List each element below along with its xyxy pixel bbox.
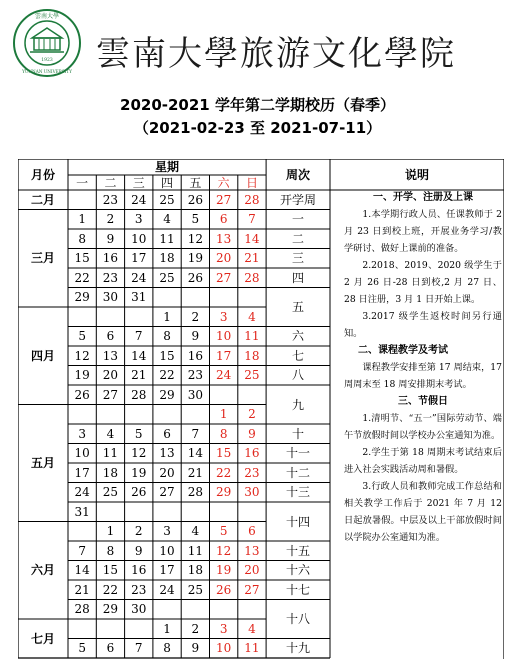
date-cell: 9 bbox=[134, 543, 143, 558]
date-cell: 10 bbox=[216, 329, 232, 344]
date-cell: 5 bbox=[219, 524, 228, 539]
date-cell: 17 bbox=[131, 251, 147, 266]
date-cell: 12 bbox=[74, 348, 90, 363]
weekday-header: 四 bbox=[161, 175, 174, 190]
notes-panel bbox=[344, 189, 502, 657]
logo-text-top: 雲南大學 bbox=[34, 13, 60, 20]
note-heading: 二、课程教学及考试 bbox=[358, 345, 448, 356]
date-cell: 29 bbox=[216, 485, 232, 500]
date-cell: 17 bbox=[216, 348, 232, 363]
date-cell: 29 bbox=[102, 602, 119, 617]
date-cell: 31 bbox=[131, 290, 147, 305]
month-label: 二月 bbox=[30, 192, 55, 207]
date-cell: 26 bbox=[131, 485, 147, 500]
week-number: 十一 bbox=[286, 446, 311, 461]
date-cell: 18 bbox=[102, 465, 119, 480]
date-cell: 30 bbox=[187, 387, 203, 402]
date-cell: 11 bbox=[102, 446, 119, 461]
date-cell: 24 bbox=[131, 192, 147, 207]
date-cell: 28 bbox=[244, 270, 260, 285]
date-cell: 5 bbox=[78, 329, 86, 344]
week-number: 六 bbox=[292, 329, 305, 344]
date-cell: 28 bbox=[74, 602, 90, 617]
date-cell: 4 bbox=[163, 212, 171, 227]
date-cell: 11 bbox=[159, 231, 175, 246]
date-cell: 14 bbox=[187, 446, 203, 461]
date-cell: 20 bbox=[216, 251, 232, 266]
university-logo bbox=[12, 8, 82, 78]
date-cell: 30 bbox=[131, 602, 147, 617]
date-cell: 8 bbox=[219, 426, 228, 441]
month-label: 六月 bbox=[30, 563, 55, 578]
header bbox=[0, 0, 515, 82]
date-cell: 20 bbox=[159, 465, 175, 480]
week-number: 八 bbox=[292, 368, 305, 383]
date-cell: 12 bbox=[131, 446, 147, 461]
month-label: 五月 bbox=[30, 456, 55, 470]
weekday-header: 日 bbox=[245, 175, 258, 190]
date-cell: 15 bbox=[159, 348, 175, 363]
note-paragraph: 3.行政人员和教师完成工作总结和相关教学工作后于 2021 年 7 月 12 日起放暑假。中层及以上干部放假时间以学院办公室通知为准。 bbox=[344, 481, 502, 543]
date-cell: 16 bbox=[102, 251, 119, 266]
week-number: 一 bbox=[292, 212, 305, 227]
date-cell: 23 bbox=[102, 270, 119, 285]
date-cell: 3 bbox=[163, 524, 171, 539]
weekday-header: 六 bbox=[217, 175, 230, 190]
week-number: 十八 bbox=[286, 612, 311, 626]
date-cell: 22 bbox=[102, 582, 119, 597]
date-cell: 4 bbox=[248, 309, 256, 324]
weekday-group-header: 星期 bbox=[155, 160, 180, 174]
date-cell: 5 bbox=[191, 212, 200, 227]
date-cell: 27 bbox=[216, 192, 232, 207]
page-subtitle: （2021-02-23 至 2021-07-11） bbox=[133, 119, 382, 137]
week-number: 开学周 bbox=[280, 192, 317, 207]
date-cell: 5 bbox=[134, 426, 143, 441]
date-cell: 22 bbox=[159, 368, 175, 383]
date-cell: 16 bbox=[131, 563, 147, 578]
date-cell: 11 bbox=[187, 543, 203, 558]
date-cell: 25 bbox=[187, 582, 203, 597]
date-cell: 5 bbox=[78, 641, 86, 656]
month-column-header: 月份 bbox=[30, 167, 55, 182]
date-cell: 6 bbox=[106, 329, 115, 344]
date-cell: 28 bbox=[187, 485, 203, 500]
date-cell: 21 bbox=[244, 251, 260, 266]
date-cell: 17 bbox=[74, 465, 90, 480]
date-cell: 10 bbox=[131, 231, 147, 246]
date-cell: 13 bbox=[102, 348, 119, 363]
date-cell: 8 bbox=[106, 543, 115, 558]
date-cell: 7 bbox=[248, 212, 256, 227]
date-cell: 24 bbox=[131, 270, 147, 285]
week-number: 十二 bbox=[286, 465, 311, 480]
date-cell: 10 bbox=[216, 641, 232, 656]
date-cell: 30 bbox=[244, 485, 260, 500]
page-title: 2020-2021 学年第二学期校历（春季） bbox=[120, 96, 395, 114]
date-cell: 15 bbox=[74, 251, 90, 266]
date-cell: 3 bbox=[219, 309, 228, 324]
week-number: 十五 bbox=[286, 543, 311, 558]
date-cell: 2 bbox=[191, 621, 200, 636]
week-number-header: 周次 bbox=[286, 167, 311, 182]
date-cell: 23 bbox=[244, 465, 260, 480]
weekday-header: 一 bbox=[76, 175, 89, 190]
date-cell: 7 bbox=[191, 426, 200, 441]
date-cell: 2 bbox=[134, 524, 143, 539]
date-cell: 1 bbox=[219, 407, 228, 422]
week-number: 十七 bbox=[286, 582, 311, 597]
note-heading: 三、节假日 bbox=[398, 396, 448, 407]
date-cell: 27 bbox=[102, 387, 119, 402]
date-cell: 14 bbox=[74, 563, 90, 578]
week-number: 五 bbox=[292, 300, 305, 314]
date-cell: 24 bbox=[216, 368, 232, 383]
date-cell: 12 bbox=[187, 231, 203, 246]
date-cell: 1 bbox=[78, 212, 86, 227]
week-number: 三 bbox=[292, 251, 305, 266]
date-cell: 21 bbox=[187, 465, 203, 480]
date-cell: 23 bbox=[102, 192, 119, 207]
week-number: 十九 bbox=[286, 641, 311, 656]
date-cell: 2 bbox=[191, 309, 200, 324]
date-cell: 6 bbox=[163, 426, 171, 441]
date-cell: 13 bbox=[159, 446, 175, 461]
date-cell: 3 bbox=[134, 212, 143, 227]
date-cell: 30 bbox=[102, 290, 119, 305]
week-number: 十四 bbox=[286, 514, 311, 529]
note-paragraph: 3.2017 级学生返校时间另行通知。 bbox=[344, 311, 502, 339]
date-cell: 15 bbox=[216, 446, 232, 461]
date-cell: 18 bbox=[187, 563, 203, 578]
date-cell: 13 bbox=[244, 543, 260, 558]
date-cell: 16 bbox=[187, 348, 203, 363]
date-cell: 8 bbox=[163, 641, 171, 656]
date-cell: 25 bbox=[244, 368, 260, 383]
date-cell: 23 bbox=[187, 368, 203, 383]
date-cell: 23 bbox=[131, 582, 147, 597]
date-cell: 27 bbox=[216, 270, 232, 285]
date-cell: 6 bbox=[248, 524, 256, 539]
date-cell: 24 bbox=[159, 582, 175, 597]
date-cell: 17 bbox=[159, 563, 175, 578]
date-cell: 19 bbox=[74, 368, 90, 383]
date-cell: 26 bbox=[216, 582, 232, 597]
date-cell: 4 bbox=[106, 426, 115, 441]
date-cell: 19 bbox=[216, 563, 232, 578]
note-heading: 一、开学、注册及上课 bbox=[373, 192, 473, 203]
date-cell: 16 bbox=[244, 446, 260, 461]
date-cell: 29 bbox=[74, 290, 90, 305]
date-cell: 9 bbox=[191, 329, 200, 344]
date-cell: 15 bbox=[102, 563, 119, 578]
date-cell: 14 bbox=[244, 231, 260, 246]
date-cell: 18 bbox=[159, 251, 175, 266]
date-cell: 10 bbox=[159, 543, 175, 558]
date-cell: 3 bbox=[78, 426, 86, 441]
date-cell: 21 bbox=[131, 368, 147, 383]
date-cell: 19 bbox=[131, 465, 147, 480]
date-cell: 25 bbox=[102, 485, 119, 500]
date-cell: 13 bbox=[216, 231, 232, 246]
date-cell: 8 bbox=[78, 231, 86, 246]
date-cell: 12 bbox=[216, 543, 232, 558]
school-calendar-table bbox=[18, 159, 504, 659]
notes-header: 说明 bbox=[404, 167, 429, 182]
week-number: 七 bbox=[292, 348, 305, 363]
date-cell: 20 bbox=[102, 368, 119, 383]
week-number: 十三 bbox=[286, 485, 311, 500]
date-cell: 31 bbox=[74, 504, 90, 519]
date-cell: 2 bbox=[248, 407, 256, 422]
week-number: 九 bbox=[292, 397, 305, 412]
date-cell: 28 bbox=[244, 192, 260, 207]
date-cell: 24 bbox=[74, 485, 90, 500]
date-cell: 20 bbox=[244, 563, 260, 578]
date-cell: 19 bbox=[187, 251, 203, 266]
logo-year: 1923 bbox=[41, 58, 53, 63]
date-cell: 11 bbox=[244, 329, 260, 344]
month-label: 四月 bbox=[30, 348, 55, 363]
date-cell: 10 bbox=[74, 446, 90, 461]
note-paragraph: 课程教学安排至第 17 周结束，17 周周末至 18 周安排期末考试。 bbox=[344, 362, 502, 390]
note-paragraph: 2.2018、2019、2020 级学生于 2 月 26 日-28 日到校,2 月 27 日、28 日注册，3 月 1 日开始上课。 bbox=[344, 260, 502, 305]
date-cell: 14 bbox=[131, 348, 147, 363]
weekday-header: 五 bbox=[189, 175, 202, 190]
school-name: 雲南大學旅游文化學院 bbox=[96, 34, 456, 74]
note-paragraph: 2.学生于第 18 周期末考试结束后进入社会实践活动周和暑假。 bbox=[344, 447, 502, 475]
note-paragraph: 1.本学期行政人员、任课教师于 2 月 23 日到校上班，开展业务学习/教学研讨、做好上课前的准备。 bbox=[344, 209, 502, 254]
weekday-header: 二 bbox=[104, 175, 117, 190]
date-cell: 1 bbox=[163, 621, 171, 636]
date-cell: 27 bbox=[159, 485, 175, 500]
date-cell: 7 bbox=[78, 543, 86, 558]
date-cell: 21 bbox=[74, 582, 90, 597]
date-cell: 29 bbox=[159, 387, 175, 402]
week-number: 二 bbox=[292, 231, 305, 246]
note-paragraph: 1.清明节、“五一”国际劳动节、端午节放假时间以学校办公室通知为准。 bbox=[344, 413, 502, 441]
date-cell: 1 bbox=[163, 309, 171, 324]
date-cell: 26 bbox=[74, 387, 90, 402]
logo-text-bottom: YUNNAN UNIVERSITY bbox=[22, 69, 72, 74]
date-cell: 6 bbox=[106, 641, 115, 656]
month-label: 七月 bbox=[30, 631, 55, 646]
date-cell: 8 bbox=[163, 329, 171, 344]
date-cell: 3 bbox=[219, 621, 228, 636]
week-number: 四 bbox=[292, 270, 305, 285]
date-cell: 2 bbox=[106, 212, 115, 227]
date-cell: 7 bbox=[134, 641, 143, 656]
date-cell: 7 bbox=[134, 329, 143, 344]
date-cell: 26 bbox=[187, 192, 203, 207]
date-cell: 18 bbox=[244, 348, 260, 363]
weekday-header: 三 bbox=[132, 175, 145, 190]
date-cell: 1 bbox=[106, 524, 115, 539]
date-cell: 6 bbox=[219, 212, 228, 227]
date-cell: 25 bbox=[159, 270, 175, 285]
date-cell: 4 bbox=[248, 621, 256, 636]
month-label: 三月 bbox=[30, 251, 55, 266]
week-number: 十 bbox=[292, 426, 305, 441]
date-cell: 22 bbox=[216, 465, 232, 480]
date-cell: 9 bbox=[248, 426, 256, 441]
date-cell: 9 bbox=[106, 231, 115, 246]
date-cell: 11 bbox=[244, 641, 260, 656]
date-cell: 22 bbox=[74, 270, 90, 285]
date-cell: 26 bbox=[187, 270, 203, 285]
date-cell: 27 bbox=[244, 582, 260, 597]
date-cell: 9 bbox=[191, 641, 200, 656]
date-cell: 25 bbox=[159, 192, 175, 207]
week-number: 十六 bbox=[286, 563, 311, 578]
date-cell: 4 bbox=[191, 524, 200, 539]
date-cell: 28 bbox=[131, 387, 147, 402]
